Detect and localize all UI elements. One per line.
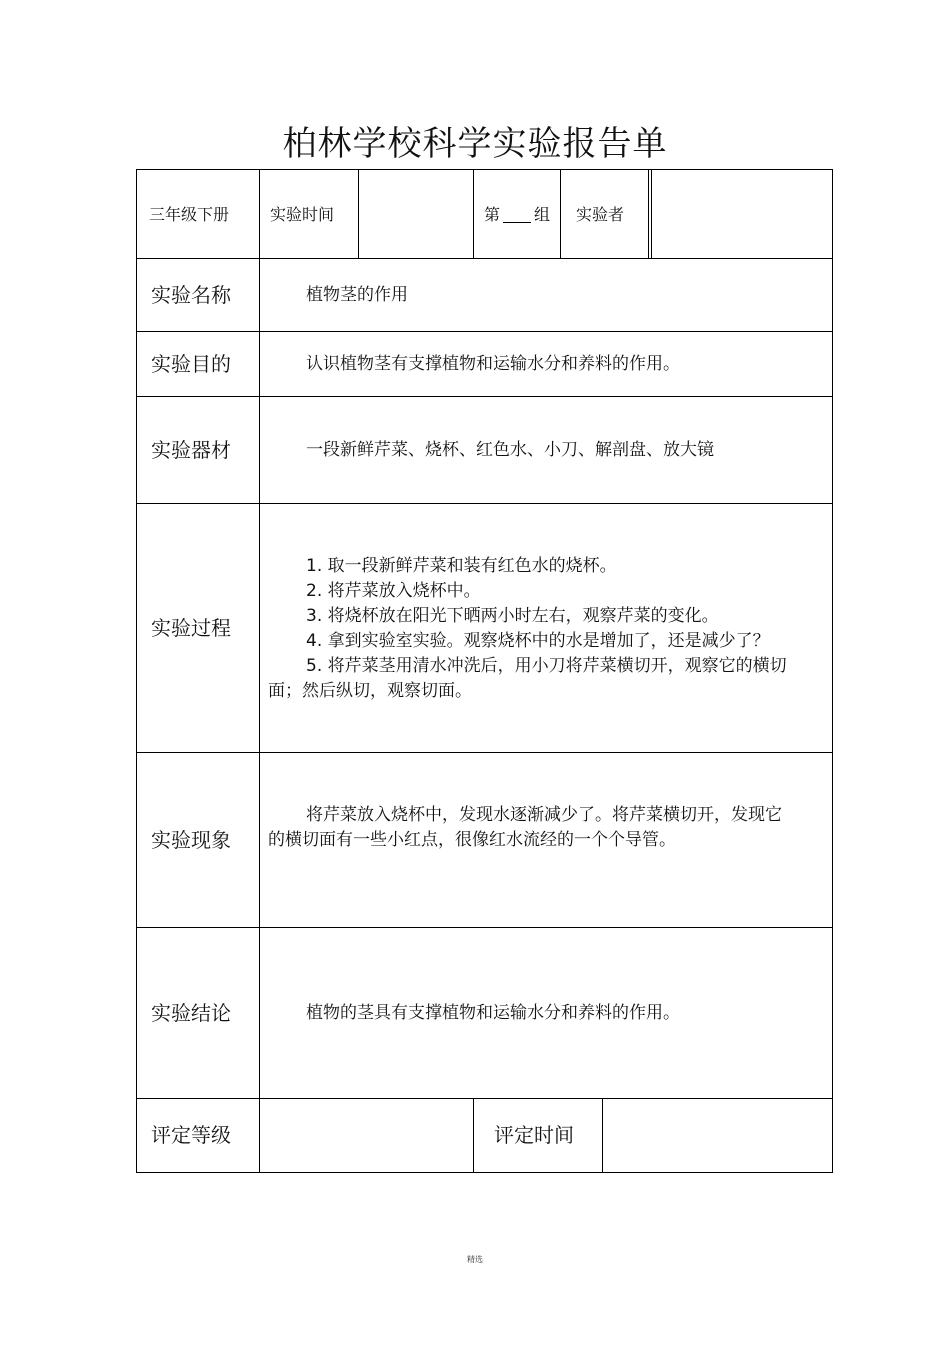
experiment-time-value-cell[interactable]	[359, 170, 473, 258]
page-title: 柏林学校科学实验报告单	[282, 124, 668, 164]
experiment-phenomenon-label: 实验现象	[151, 827, 231, 852]
experiment-purpose-value: 认识植物茎有支撑植物和运输水分和养料的作用。	[306, 353, 680, 374]
experiment-conclusion-label: 实验结论	[151, 1000, 231, 1025]
process-step: 1. 取一段新鲜芹菜和装有红色水的烧杯。	[306, 556, 617, 576]
experiment-time-label: 实验时间	[270, 204, 335, 224]
experimenter-value-cell[interactable]	[652, 170, 832, 258]
experiment-process-cell	[260, 554, 832, 714]
row-label-materials	[137, 397, 259, 503]
experiment-time-label-cell	[260, 170, 358, 258]
experiment-conclusion-value: 植物的茎具有支撑植物和运输水分和养料的作用。	[306, 1002, 680, 1023]
experimenter-label: 实验者	[576, 204, 625, 224]
evaluation-grade-value-cell[interactable]	[260, 1099, 473, 1172]
footer-text: 精选	[467, 1255, 483, 1264]
process-step: 5. 将芹菜茎用清水冲洗后，用小刀将芹菜横切开，观察它的横切面；然后纵切，观察切面。	[268, 656, 787, 701]
evaluation-time-label: 评定时间	[494, 1123, 574, 1147]
evaluation-time-value-cell[interactable]	[603, 1099, 832, 1172]
row-label-process	[137, 504, 259, 752]
evaluation-time-label-cell	[474, 1099, 602, 1172]
process-step: 3. 将烧杯放在阳光下晒两小时左右，观察芹菜的变化。	[306, 606, 719, 626]
experiment-phenomenon-value: 将芹菜放入烧杯中，发现水逐渐减少了。将芹菜横切开，发现它的横切面有一些小红点，很像红水流经的一个个导管。	[268, 805, 782, 850]
experimenter-label-cell	[561, 170, 648, 258]
experiment-phenomenon-cell	[260, 803, 832, 863]
experiment-process-label: 实验过程	[151, 615, 231, 640]
column-divider	[648, 169, 649, 258]
experiment-purpose-cell	[260, 332, 832, 396]
table-border-right	[832, 169, 833, 1173]
row-label-phenomenon	[137, 753, 259, 927]
experiment-name-label: 实验名称	[151, 282, 231, 307]
evaluation-grade-label: 评定等级	[151, 1123, 231, 1147]
group-prefix: 第	[484, 204, 501, 224]
grade-cell	[137, 170, 259, 258]
row-label-conclusion	[137, 928, 259, 1098]
experiment-materials-cell	[260, 397, 832, 503]
grade-text: 三年级下册	[149, 204, 230, 224]
group-cell[interactable]	[474, 170, 560, 258]
group-blank	[503, 205, 531, 223]
experiment-conclusion-cell	[260, 928, 832, 1098]
process-step: 4. 拿到实验室实验。观察烧杯中的水是增加了，还是减少了？	[306, 631, 770, 651]
experiment-materials-label: 实验器材	[151, 437, 231, 462]
experiment-name-value: 植物茎的作用	[306, 284, 408, 305]
experiment-materials-value: 一段新鲜芹菜、烧杯、红色水、小刀、解剖盘、放大镜	[306, 439, 714, 460]
group-suffix: 组	[534, 204, 551, 224]
process-step: 2. 将芹菜放入烧杯中。	[306, 581, 481, 601]
row-label-name	[137, 259, 259, 331]
row-label-grade	[137, 1099, 259, 1172]
experiment-purpose-label: 实验目的	[151, 351, 231, 376]
table-border-bottom	[136, 1172, 833, 1173]
row-label-purpose	[137, 332, 259, 396]
experiment-name-cell	[260, 259, 832, 331]
